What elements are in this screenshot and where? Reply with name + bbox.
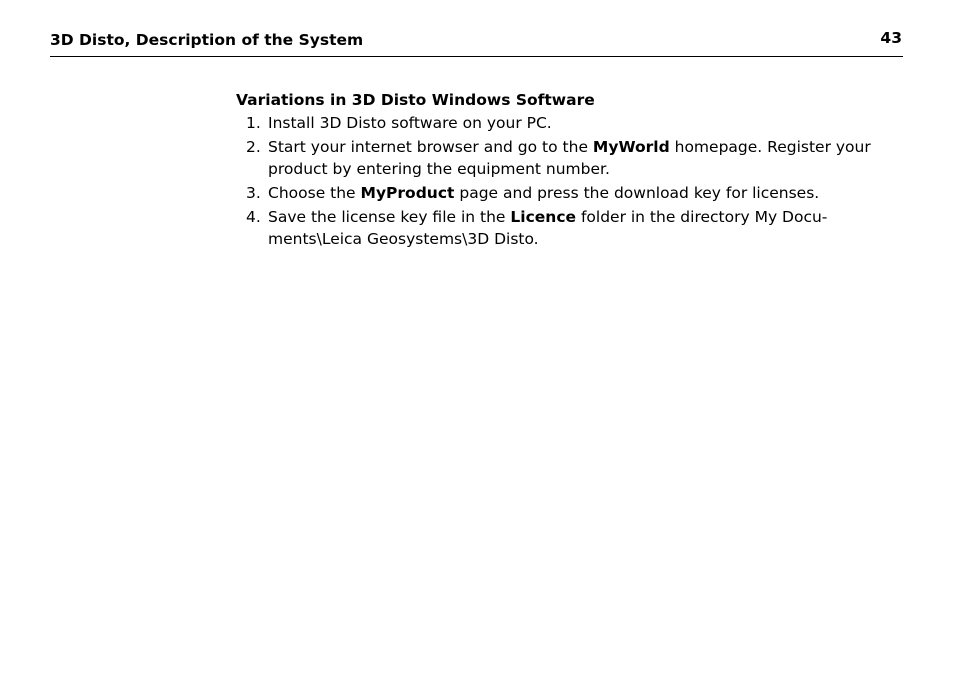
step-text-part: Choose the: [268, 184, 361, 202]
step-item: [236, 206, 896, 250]
step-text: [268, 208, 827, 248]
section-content: [236, 90, 896, 252]
page-header: [50, 26, 903, 57]
page-number: 43: [880, 29, 902, 47]
step-keyword-licence: Licence: [510, 208, 577, 226]
step-item: [236, 182, 896, 204]
step-text: [268, 114, 552, 132]
step-text-part: Install 3D Disto software on your PC.: [268, 114, 552, 132]
step-number: 3.: [246, 184, 261, 202]
step-text-part: page and press the download key for licenses.: [454, 184, 820, 202]
step-number: 1.: [246, 114, 261, 132]
step-item: [236, 112, 896, 134]
step-text-part: Start your internet browser and go to the: [268, 138, 593, 156]
step-text: [268, 138, 871, 178]
header-title: 3D Disto, Description of the System: [50, 31, 364, 49]
step-text-part: homepage. Register your product by entering the equipment number.: [268, 138, 871, 178]
step-keyword-myproduct: MyProduct: [360, 184, 455, 202]
steps-list: [236, 112, 896, 250]
step-number: 2.: [246, 138, 261, 156]
step-text-part: Save the license key file in the: [268, 208, 511, 226]
step-item: [236, 136, 896, 180]
step-keyword-myworld: MyWorld: [592, 138, 670, 156]
step-text-part: folder in the directory My Docu-ments\Leica Geosystems\3D Disto.: [268, 208, 828, 248]
step-number: 4.: [246, 208, 261, 226]
section-heading: Variations in 3D Disto Windows Software: [236, 91, 595, 109]
step-text: [268, 184, 819, 202]
